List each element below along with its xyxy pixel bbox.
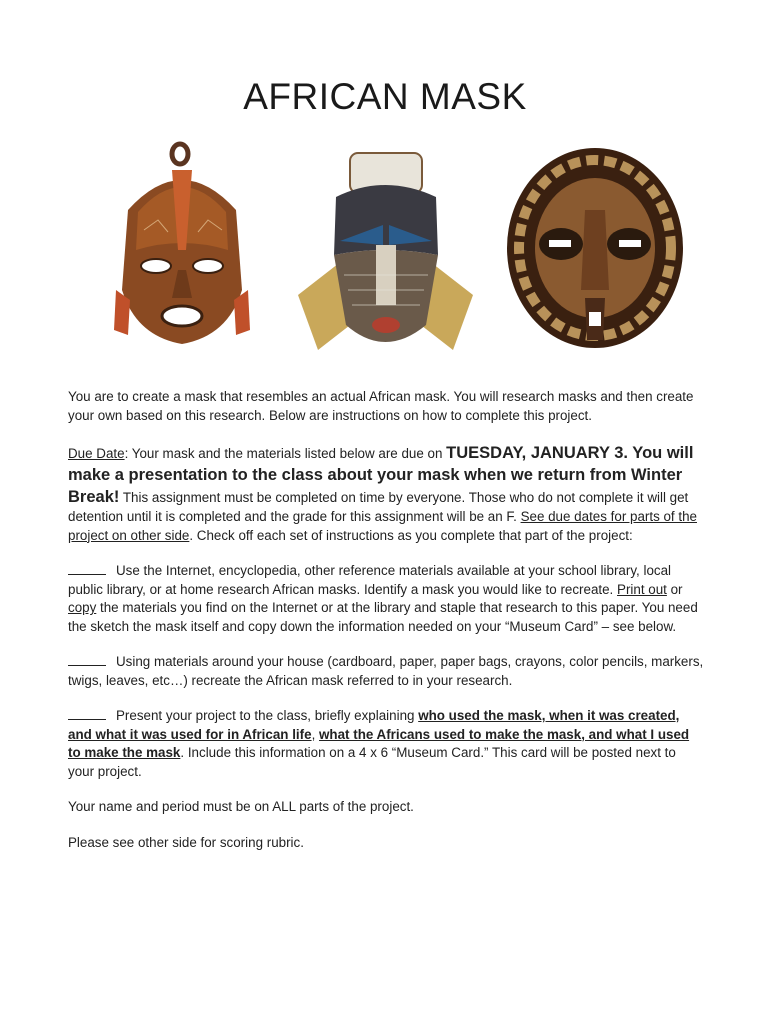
round-mask-image — [505, 140, 685, 355]
due-date-highlight: TUESDAY, JANUARY 3. You will make a presentation to the class about your mask when we return from Winter Break! — [68, 444, 694, 506]
wooden-mask-image — [108, 140, 256, 350]
intro-paragraph: You are to create a mask that resembles an actual African mask. You will research masks and then create your own based on this research. Below are instructions on how to complete this project. — [68, 389, 694, 423]
step-3-present: Present your project to the class, briefly explaining who used the mask, when it was created, and what it was used for in African life, what the Africans used to make the mask, and what I used to make the mask. Include this information on a 4 x 6 “Museum Card.” This card will be posted next to your project. — [68, 708, 690, 779]
checkbox-blank-1[interactable] — [68, 562, 106, 575]
checkbox-blank-2[interactable] — [68, 653, 106, 666]
due-date-paragraph: Due Date: Your mask and the materials listed below are due on TUESDAY, JANUARY 3. You will make a presentation to the class about your mask when we return from Winter Break! This assignment must be completed on time by everyone. Those who do not complete it will get detention until it is completed and the grade for this assignment will be an F. See due dates for parts of the project on other side. Check off each set of instructions as you complete that part of the project: — [68, 444, 697, 543]
name-period-note: Your name and period must be on ALL parts of the project. — [68, 799, 414, 814]
checkbox-blank-3[interactable] — [68, 707, 106, 720]
step-2-create: Using materials around your house (cardboard, paper, paper bags, crayons, color pencils, markers, twigs, leaves, etc…) recreate the African mask referred to in your research. — [68, 654, 704, 688]
instructions-body — [68, 388, 704, 869]
step-1-research: Use the Internet, encyclopedia, other reference materials available at your school library, local public library, or at home research African masks. Identify a mask you would like to recreate. Print out or copy the materials you find on the Internet or at the library and staple that research to this paper. You need the sketch the mask itself and copy down the information needed on your “Museum Card” – see below. — [68, 563, 698, 634]
rubric-note: Please see other side for scoring rubric. — [68, 834, 304, 850]
see-due-dates-note: See due dates for parts of the project on other side — [68, 509, 697, 543]
beaded-mask-image — [288, 145, 483, 360]
due-date-label: Due Date — [68, 446, 125, 461]
page-title: AFRICAN MASK — [243, 76, 527, 117]
